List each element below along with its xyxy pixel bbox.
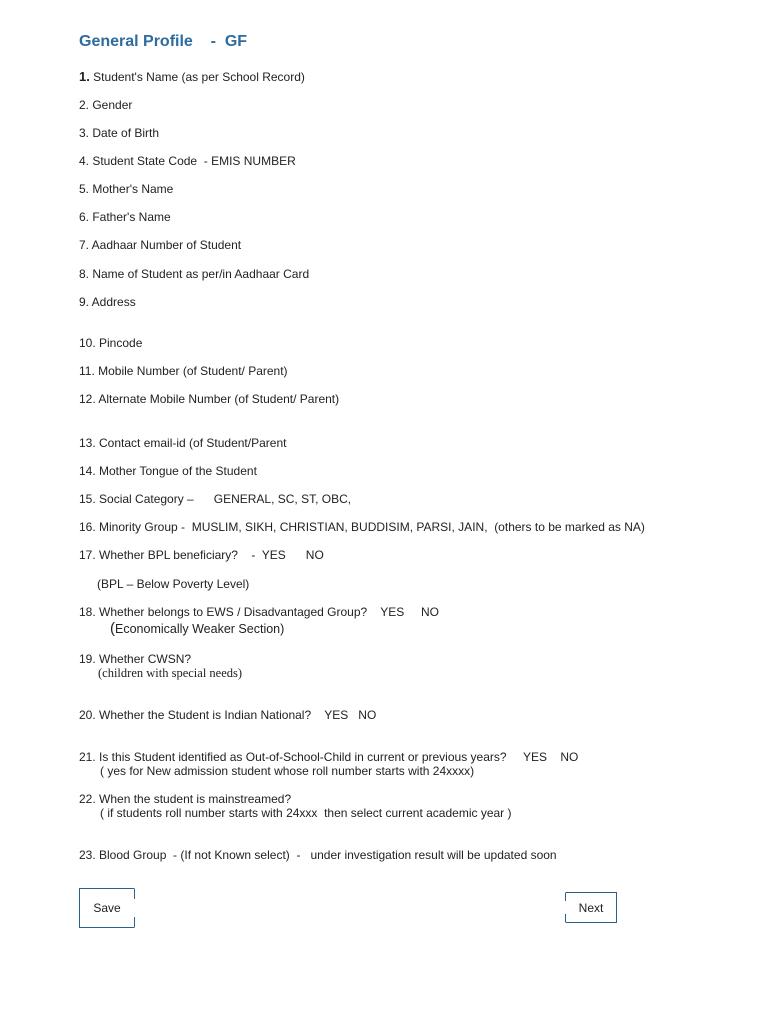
field-cwsn-note: (children with special needs) [98,666,243,680]
field-alternate-mobile: 12. Alternate Mobile Number (of Student/ Parent) [79,392,340,406]
field-aadhaar-number: 7. Aadhaar Number of Student [79,238,242,252]
field-number: 1. [79,69,90,84]
field-ews-group: 18. Whether belongs to EWS / Disadvantaged Group? YES NO [79,605,439,619]
field-mobile-number: 11. Mobile Number (of Student/ Parent) [79,364,288,378]
field-bpl-beneficiary: 17. Whether BPL beneficiary? - YES NO [79,548,324,562]
field-ews-note [110,622,284,636]
field-cwsn: 19. Whether CWSN? [79,652,192,666]
save-button[interactable]: Save [79,888,135,928]
field-aadhaar-name: 8. Name of Student as per/in Aadhaar Card [79,267,310,281]
field-indian-national: 20. Whether the Student is Indian National? YES NO [79,708,377,722]
field-out-of-school-note: ( yes for New admission student whose roll number starts with 24xxxx) [100,764,475,778]
field-mothers-name: 5. Mother's Name [79,182,174,196]
field-mother-tongue: 14. Mother Tongue of the Student [79,464,257,478]
field-label: Student's Name (as per School Record) [89,70,305,84]
next-button[interactable]: Next [565,892,617,923]
field-fathers-name: 6. Father's Name [79,210,171,224]
field-emis-number: 4. Student State Code - EMIS NUMBER [79,154,296,168]
field-date-of-birth: 3. Date of Birth [79,126,160,140]
field-blood-group: 23. Blood Group - (If not Known select) - under investigation result will be updated soon [79,848,557,862]
field-mainstreamed: 22. When the student is mainstreamed? [79,792,292,806]
field-student-name [79,70,305,84]
field-out-of-school: 21. Is this Student identified as Out-of-School-Child in current or previous years? YES NO [79,750,579,764]
field-gender: 2. Gender [79,98,133,112]
field-ews-note-text: Economically Weaker Section) [115,622,285,636]
field-ews-note-paren: ( [110,620,115,637]
field-minority-group: 16. Minority Group - MUSLIM, SIKH, CHRISTIAN, BUDDISIM, PARSI, JAIN, (others to be marked as NA) [79,520,645,534]
field-social-category: 15. Social Category – GENERAL, SC, ST, OBC, [79,492,352,506]
page-title: General Profile - GF [79,33,248,50]
field-mainstreamed-note: ( if students roll number starts with 24xxx then select current academic year ) [100,806,512,820]
field-email: 13. Contact email-id (of Student/Parent [79,436,287,450]
field-address: 9. Address [79,295,136,309]
field-bpl-note: (BPL – Below Poverty Level) [97,577,250,591]
field-pincode: 10. Pincode [79,336,143,350]
